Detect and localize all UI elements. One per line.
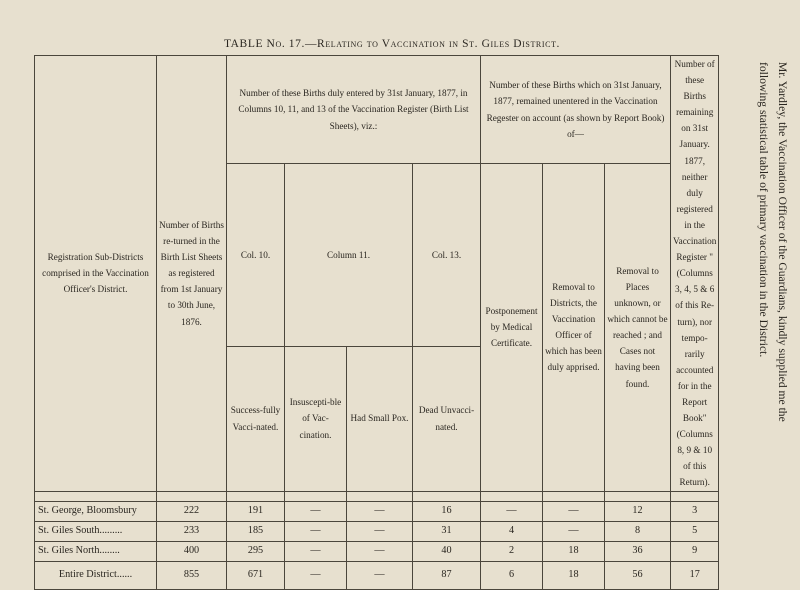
table-row	[35, 501, 719, 521]
header-remaining: Number of these Births remaining on 31st January. 1877, neither duly registered in the Vaccination Register "(Columns 3, 4, 5 & 6 of this Re-turn), nor tempo-rarily accounted for in the Report Book" (Columns 8, 9 & 10 of this Return).	[671, 56, 719, 492]
header-subdistricts: Registration Sub-Districts comprised in the Vaccination Officer's District.	[35, 56, 157, 492]
row-removal-places: 12	[605, 501, 671, 521]
header-successfully: Success-fully Vacci-nated.	[227, 346, 285, 491]
header-col11: Column 11.	[285, 164, 413, 347]
row-births: 222	[157, 501, 227, 521]
row-dead: 31	[413, 521, 481, 541]
row-smallpox: —	[347, 501, 413, 521]
row-smallpox: —	[347, 541, 413, 561]
header-insusceptible: Insuscepti-ble of Vac-cination.	[285, 346, 347, 491]
row-postponement: 2	[481, 541, 543, 561]
total-successfully: 671	[227, 561, 285, 589]
row-removal-districts: —	[543, 501, 605, 521]
total-postponement: 6	[481, 561, 543, 589]
row-remaining: 5	[671, 521, 719, 541]
row-removal-places: 8	[605, 521, 671, 541]
row-dead: 16	[413, 501, 481, 521]
row-smallpox: —	[347, 521, 413, 541]
row-insusceptible: —	[285, 521, 347, 541]
total-births: 855	[157, 561, 227, 589]
row-postponement: —	[481, 501, 543, 521]
side-note: Mr. Yardley, the Vaccination Officer of the Guardians, kindly supplied me the following statistical table of primary vaccination in the District.	[757, 62, 789, 422]
row-removal-districts: —	[543, 521, 605, 541]
row-successfully: 185	[227, 521, 285, 541]
header-dead: Dead Unvacci-nated.	[413, 346, 481, 491]
header-smallpox: Had Small Pox.	[347, 346, 413, 491]
header-col13: Col. 13.	[413, 164, 481, 347]
total-removal-places: 56	[605, 561, 671, 589]
header-postponement: Postponement by Medical Certificate.	[481, 164, 543, 492]
header-removal-districts: Removal to Districts, the Vaccination Officer of which has been duly apprised.	[543, 164, 605, 492]
vaccination-table	[34, 55, 719, 590]
row-insusceptible: —	[285, 501, 347, 521]
total-removal-districts: 18	[543, 561, 605, 589]
row-dead: 40	[413, 541, 481, 561]
total-district: Entire District......	[35, 561, 157, 589]
row-removal-places: 36	[605, 541, 671, 561]
header-removal-places: Removal to Places unknown, or which cannot be reached ; and Cases not having been found.	[605, 164, 671, 492]
table-row	[35, 521, 719, 541]
row-removal-districts: 18	[543, 541, 605, 561]
row-district: St. George, Bloomsbury	[35, 501, 157, 521]
row-successfully: 191	[227, 501, 285, 521]
row-births: 233	[157, 521, 227, 541]
header-births: Number of Births re-turned in the Birth List Sheets as registered from 1st January to 30th June, 1876.	[157, 56, 227, 492]
row-births: 400	[157, 541, 227, 561]
row-district: St. Giles North........	[35, 541, 157, 561]
total-dead: 87	[413, 561, 481, 589]
header-entered-group: Number of these Births duly entered by 31st January, 1877, in Columns 10, 11, and 13 of the Vaccination Register (Birth List Sheets), viz.:	[227, 56, 481, 164]
row-remaining: 3	[671, 501, 719, 521]
total-smallpox: —	[347, 561, 413, 589]
header-col10: Col. 10.	[227, 164, 285, 347]
table-row	[35, 541, 719, 561]
total-insusceptible: —	[285, 561, 347, 589]
header-unentered-group: Number of these Births which on 31st January, 1877, remained unentered in the Vaccination Regester on account (as shown by Report Book) of—	[481, 56, 671, 164]
table-title: TABLE No. 17.—Relating to Vaccination in St. Giles District.	[223, 38, 561, 50]
row-successfully: 295	[227, 541, 285, 561]
total-row	[35, 561, 719, 589]
row-district: St. Giles South.........	[35, 521, 157, 541]
row-remaining: 9	[671, 541, 719, 561]
total-remaining: 17	[671, 561, 719, 589]
row-postponement: 4	[481, 521, 543, 541]
row-insusceptible: —	[285, 541, 347, 561]
